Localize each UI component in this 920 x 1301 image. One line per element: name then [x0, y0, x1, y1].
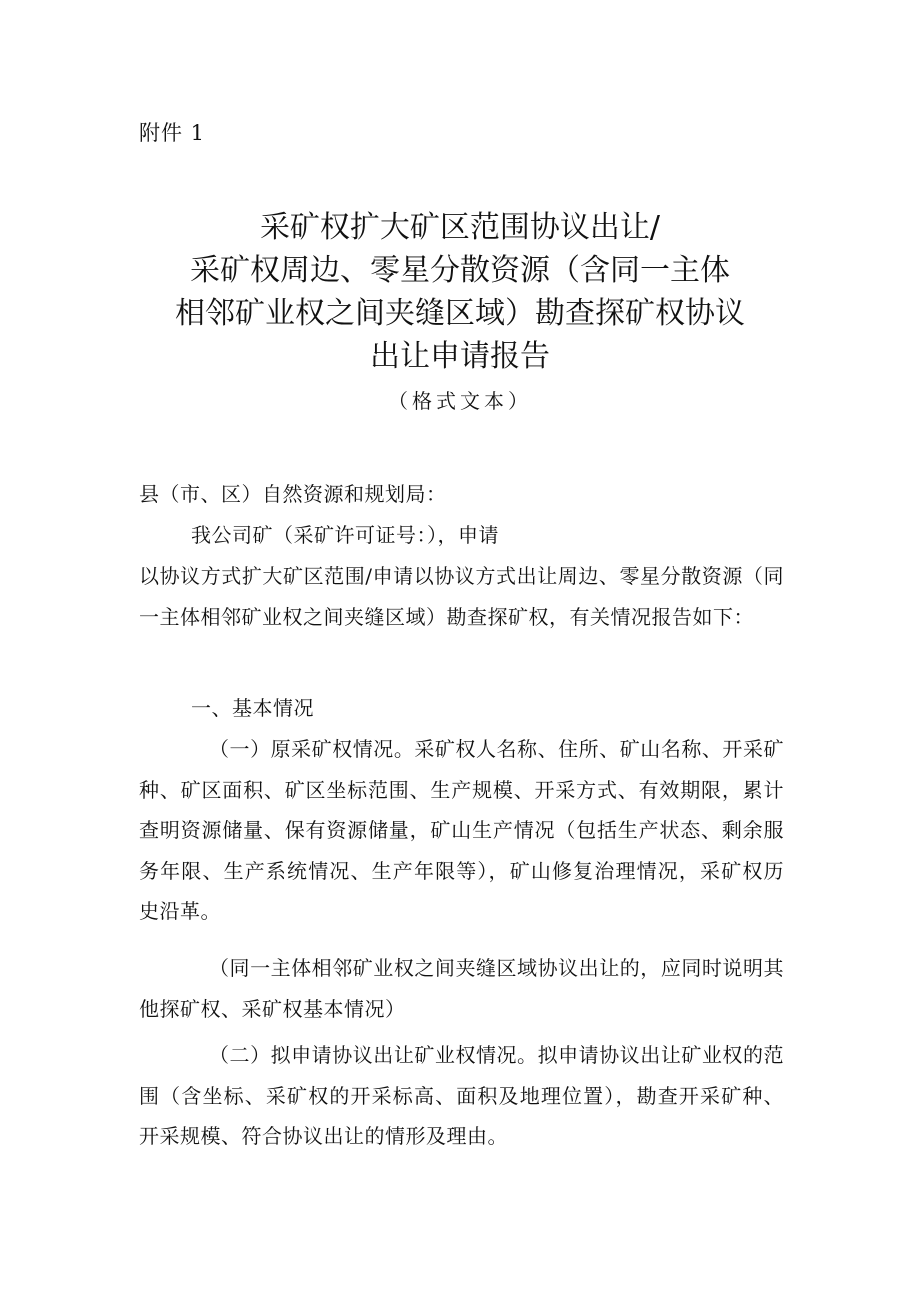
annex-label: 附件 1 — [139, 121, 206, 145]
document-subtitle: （格式文本） — [388, 389, 532, 413]
title-line: 相邻矿业权之间夹缝区域）勘查探矿权协议 — [175, 296, 745, 331]
intro-paragraph-body: 以协议方式扩大矿区范围/申请以协议方式出让周边、零星分散资源（同一主体相邻矿业权之间夹缝区域）勘查探矿权，有关情况报告如下： — [139, 564, 784, 629]
title-line: 采矿权扩大矿区范围协议出让/ — [259, 210, 661, 245]
title-line: 出让申请报告 — [370, 339, 550, 374]
subsection-proposed-mining-right: （二）拟申请协议出让矿业权情况。拟申请协议出让矿业权的范围（含坐标、采矿权的开采标高、面积及地理位置），勘查开采矿种、开采规模、符合协议出让的情形及理由。 — [139, 1043, 784, 1148]
addressee: 县（市、区）自然资源和规划局： — [139, 482, 447, 506]
document-title — [0, 206, 920, 378]
section-heading-basic-info: 一、基本情况 — [191, 696, 314, 720]
intro-paragraph-line1: 我公司矿（采矿许可证号：），申请 — [191, 523, 499, 547]
subsection-original-mining-right: （一）原采矿权情况。采矿权人名称、住所、矿山名称、开采矿种、矿区面积、矿区坐标范围、生产规模、开采方式、有效期限，累计查明资源储量、保有资源储量，矿山生产情况（包括生产状态、剩余服务年限、生产系统情况、生产年限等），矿山修复治理情况，采矿权历史沿革。 — [139, 737, 784, 923]
subsection-note: （同一主体相邻矿业权之间夹缝区域协议出让的，应同时说明其他探矿权、采矿权基本情况） — [139, 956, 784, 1021]
title-line: 采矿权周边、零星分散资源（含同一主体 — [190, 253, 730, 288]
